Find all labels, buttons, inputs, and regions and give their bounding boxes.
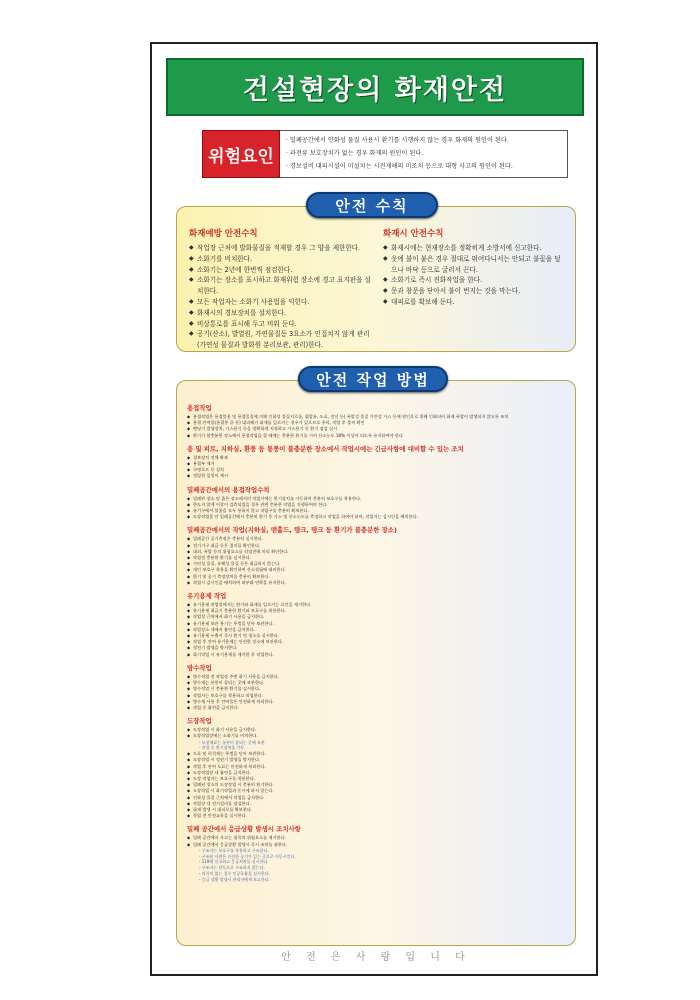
work-sub-item: - 구조된 사람은 신선한 공기가 있는 곳으로 이동시킨다.	[199, 853, 296, 859]
work-item: ◆ 도장작업장에는 소화기를 비치한다.	[187, 733, 567, 739]
work-item: ◆ 벤딩기 발생장치, 가스용기 등을 정확하게 지정하고 가스용기 등 환기 점검 실시	[187, 426, 567, 432]
section-title: 방수작업	[187, 663, 212, 672]
work-item: ◆ 방수재 사용 후 잔여물은 안전하게 처리한다.	[187, 699, 567, 705]
work-item: ◆ 정전기 발생을 방지한다.	[187, 645, 567, 651]
work-item: ◆ 유기용제 누출시 즉시 환기 및 청소를 실시한다.	[187, 633, 567, 639]
section-title: 유기용제 작업	[187, 592, 227, 601]
fire-prevention-title: 화재예방 안전수칙	[189, 229, 258, 239]
work-item: ◆ 방수작업 시 충분한 환기를 실시한다.	[187, 686, 567, 692]
section-title: 용 및 피트, 지하실, 환풍 등 통풍이 불충분한 장소에서 작업시에는 긴급사항에 대비할 수 있는 조치	[187, 444, 464, 453]
risk-list	[280, 130, 568, 178]
work-item: ◆ 한도지 않게 이상이 검측되었을 경우 관련 충분한 작업을 진행하여야 한다.	[187, 502, 567, 508]
work-item: ◆ 도장작업물 안 밀폐공간에서 충분히 환기 후 가스 및 산소농도를 측정하고 작업을 하여야 하며, 작업자는 감시인을 배치한다.	[187, 514, 567, 520]
work-item: ◆ 유기용제 보관 용기는 뚜껑을 닫아 보관한다.	[187, 621, 567, 627]
work-item: ◆ 작업 전 안전교육을 실시한다.	[187, 813, 567, 819]
rule-item: ◆ 화재시의 경보장치를 설치한다.	[189, 308, 371, 319]
work-item: ◆ 환기 및 공기 측정장치를 충분히 확보한다.	[187, 574, 567, 580]
work-item: ◆ 작업자는 보호구를 착용하고 작업한다.	[187, 693, 567, 699]
title-banner	[166, 58, 584, 116]
work-sub-item: - 작업 중 환기장치를 가동	[199, 745, 245, 751]
work-item: ◆ 밀폐된 장소의 도장작업 시 충분히 환기한다.	[187, 782, 567, 788]
work-item: ◆ 도료 및 희석제는 뚜껑을 닫아 보관한다.	[187, 751, 567, 757]
work-item: ◆ 환기가 불충분한 장소에서 용접작업을 할 때에는 충분한 환기를 시켜 산소농도 18% 이상이 되도록 유지하여야 한다	[187, 433, 567, 439]
work-item: ◆ 방수재는 통풍이 잘되는 곳에 보관한다.	[187, 680, 567, 686]
rule-item: ◆ 문과 창문을 닫아서 불이 번지는 것을 막는다.	[383, 286, 565, 297]
work-item: ◆ 작업시 감시인을 배치하여 외부와 연락을 유지한다.	[187, 580, 567, 586]
work-item: ◆ 밀폐공간 공기측정은 충분히 실시한다.	[187, 536, 567, 542]
risk-item: · 경보설비 대피시설이 미설치는 시전재해의 미조치 등으로 대형 사고의 원인이 된다.	[286, 163, 513, 170]
work-item: ◆ 용접부 제거	[187, 461, 567, 467]
work-item: ◆ 작업장소 내에서 흡연을 금지한다.	[187, 627, 567, 633]
safe-work-heading: 안전 작업 방법	[298, 366, 448, 392]
risk-factors	[202, 130, 568, 178]
safety-rules-box	[176, 206, 576, 352]
work-item: ◆ 가연성 물질, 유해성 물질 등은 취급하지 않는다.	[187, 561, 567, 567]
footer-slogan: 안 전 은 사 랑 입 니 다	[281, 952, 471, 963]
rule-item: ◆ 소화기는 2년에 한번씩 점검한다.	[189, 265, 371, 276]
work-item: ◆ 정밀한 일정이 제시	[187, 473, 567, 479]
work-item: ◆ 도장작업 시 화기 사용을 금지한다.	[187, 727, 567, 733]
work-item: ◆ 작업장 근처에서 화기 사용을 금지한다.	[187, 614, 567, 620]
work-item: ◆ 화재 발생 시 대피로를 확보한다.	[187, 807, 567, 813]
rule-item: ◆ 소화기로 즉시 진화작업을 한다.	[383, 275, 565, 286]
work-item: ◆ 작업장 내 전기설비를 점검한다.	[187, 801, 567, 807]
poster	[150, 42, 598, 976]
work-item: ◆ 용접 잔여물(용접봉 끝 등) 대피해기 화재를 일으키는 경우가 있으므로 주의, 작업 후 불씨 확인	[187, 420, 567, 426]
work-item: ◆ 대피, 폭발 등의 위험요소를 작업전에 미리 확인한다.	[187, 549, 567, 555]
rule-item: ◆ 공기(산소), 발열원, 가연물질등 3요소가 인접치지 않게 관리(가연성 물질과 발화원 분리보관, 관리)한다.	[189, 329, 371, 351]
work-sub-item: - 구조자는 단독으로 구조하지 않는다.	[199, 865, 265, 871]
section-title: 밀폐공간에서의 작업(지하실, 맨홀드, 탱크, 탱크 등 환기가 불충분한 장소)	[187, 526, 397, 535]
rule-item: ◆ 소화기를 비치한다.	[189, 254, 371, 265]
risk-badge: 위험요인	[202, 130, 280, 178]
safety-rules-heading: 안전 수칙	[306, 192, 438, 218]
work-item: ◆ 인화성 물질 근처에서 작업을 금지한다.	[187, 795, 567, 801]
work-item: ◆ 화기작업 시 유기용제를 제거한 후 작업한다.	[187, 652, 567, 658]
rule-item: ◆ 화재시에는 현재장소를 정확히게 소방서에 신고한다.	[383, 243, 565, 254]
work-item: ◆ 작업 중 흡연을 금지한다.	[187, 705, 567, 711]
work-sub-item: - 119에 신고하고 응급처치를 실시한다.	[199, 859, 269, 865]
work-item: ◆ 방수작업 전 작업장 주변 화기 사용을 금지한다.	[187, 674, 567, 680]
work-item: ◆ 작업전 충분한 환기를 실시한다.	[187, 555, 567, 561]
rule-item: ◆ 작업장 근처에 발화물질을 적재할 경우 그 양을 제한한다.	[189, 243, 371, 254]
work-item: ◆ 전기기구 취급 등은 접지를 확인한다.	[187, 543, 567, 549]
safe-work-box	[176, 380, 576, 946]
work-item: ◆ 도장작업장 내 흡연을 금지한다.	[187, 770, 567, 776]
work-sub-item: - 의식이 없는 경우 인공호흡을 실시한다.	[199, 870, 270, 876]
work-item: ◆ 통기구에서 불꽃을 모두 통하지 않고 작업구를 충분히 확보한다.	[187, 508, 567, 514]
work-item: ◆ 도장작업 시 화기작업과 동시에 하지 않는다.	[187, 788, 567, 794]
work-item: ◆ 용접작업은 용접불꽃 및 용접물질에 의해 인화성 물질지로를, 휘발유, 도료, 전선 등) 폭발성 물질 가연성 가스 등에 원인으로 위해 인화되어 화재 폭발이 발생되지 않도록 조치	[187, 414, 567, 420]
risk-item: · 밀폐공간에서 인화성 물질 사용시 환기를 시행하지 않는 경우 화재의 원인이 된다.	[286, 137, 509, 144]
work-item: ◆ 작업 후 잔여 도료는 안전하게 처리한다.	[187, 764, 567, 770]
work-item: ◆ 도장 작업자는 보호구를 착용한다.	[187, 776, 567, 782]
work-item: ◆ 밀폐 공간에서 응급상황 발생시 즉시 조치를 취한다.	[187, 842, 567, 848]
work-item: ◆ 도장작업 시 정전기 발생을 방지한다.	[187, 757, 567, 763]
work-item: ◆ 밀폐된 장소 및 좁은 장소에서의 작업시에는 환기장치를 가동하여 충분히 보호구를 착용한다.	[187, 496, 567, 502]
risk-item: · 과전류 보호장치가 없는 경우 화재의 원인이 된다.	[286, 150, 424, 157]
section-title: 도장작업	[187, 717, 212, 726]
section-title: 용접작업	[187, 404, 212, 412]
rule-item: ◆ 비상통로를 표시해 두고 비워 둔다.	[189, 319, 371, 330]
work-item: ◆ 유기용제 취급시 충분한 환기와 보호구를 착용한다.	[187, 608, 567, 614]
rule-item: ◆ 모든 작업자는 소화기 사용법을 익힌다.	[189, 297, 371, 308]
work-item: ◆ 유기용제 작업장에서는 환기와 화재를 일으키는 요인을 제거한다.	[187, 602, 567, 608]
work-sub-item: - 응급 상황 발생시 관리자에게 보고한다.	[199, 876, 270, 882]
rule-item: ◆ 소화기는 장소를 표시하고 화재위험 장소에 경고 표지판을 설치한다.	[189, 275, 371, 297]
rule-item: ◆ 옷에 불이 붙은 경우 절대로 뛰어다니서는 안되고 불꽃을 덮으나 바닥 등으로 굴러서 끈다.	[383, 254, 565, 276]
work-sub-item: - 도장재료는 통풍이 잘되는 곳에 보관	[199, 739, 265, 745]
work-item: ◆ 밀폐 공간에서 사고는 침묵의 위험요소를 제거한다.	[187, 835, 567, 841]
section-title: 밀폐공간에서의 용접작업수칙	[187, 485, 270, 494]
section-title: 밀폐 공간에서 응급상황 발생시 조치사항	[187, 825, 301, 834]
poster-title: 건설현장의 화재안전	[242, 74, 508, 106]
fire-response-rules	[383, 227, 565, 343]
work-item: ◆ 경보장치 전체 확보	[187, 455, 567, 461]
work-item: ◆ 개인 보호구 착용을 확인하여 산소결핍에 대비한다.	[187, 567, 567, 573]
work-item: ◆ 구명로프 등 설치	[187, 467, 567, 473]
fire-response-title: 화재시 안전수칙	[383, 229, 444, 239]
work-sub-item: - 구조자는 보호구를 착용하고 구조한다.	[199, 847, 269, 853]
fire-prevention-rules	[189, 227, 371, 350]
work-item: ◆ 작업 후 잔여 유기용제는 안전한 장소에 보관한다.	[187, 639, 567, 645]
rule-item: ◆ 대피로를 확보해 둔다.	[383, 297, 565, 308]
